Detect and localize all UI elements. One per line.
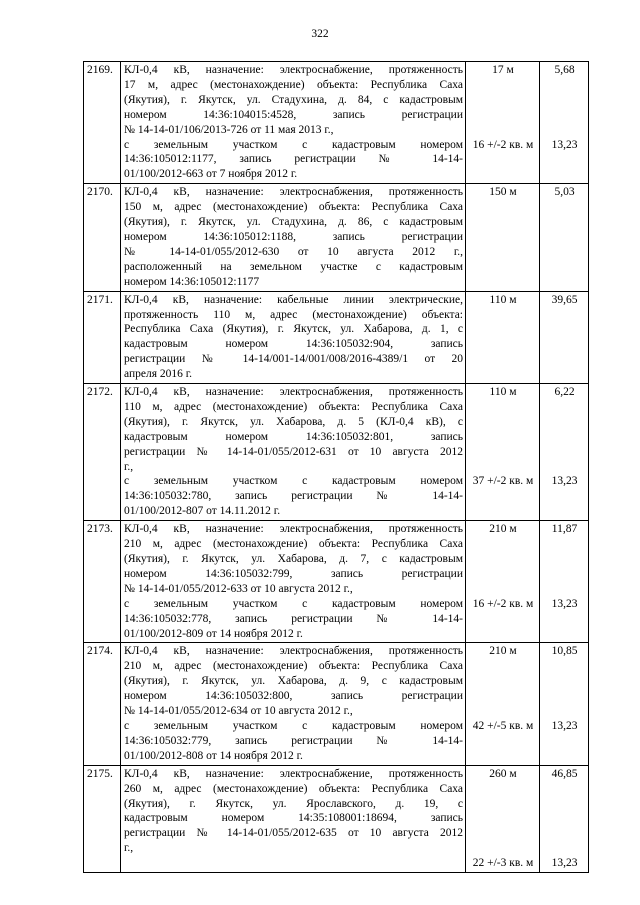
description-line: КЛ-0,4 кВ, назначение: электроснабжение, протяженность — [124, 767, 463, 780]
length-cell — [466, 291, 540, 383]
description-line: КЛ-0,4 кВ, назначение: электроснабжения, протяженность — [124, 386, 463, 399]
description-line: протяженность 110 м, адрес (местонахождение) объекта: — [124, 308, 463, 321]
description-line: г., — [124, 842, 134, 855]
land-value: 13,23 — [551, 597, 578, 610]
object-value: 5,68 — [554, 64, 575, 76]
row-number: 2169. — [84, 62, 121, 184]
table-row — [84, 291, 589, 383]
description-line: (Якутия), г. Якутск, ул. Хабарова, д. 5 (КЛ-0,4 кВ), с — [124, 415, 463, 428]
description-line: г., — [124, 460, 134, 473]
value-cell — [540, 643, 589, 765]
description-line: 150 м, адрес (местонахождение) объекта: Республика Саха — [124, 201, 463, 214]
land-area: 37 +/-2 кв. м — [472, 475, 534, 488]
value-cell — [540, 765, 589, 872]
property-registry-table — [83, 61, 589, 873]
description-line: (Якутия), г. Якутск, ул. Стадухина, д. 86, с кадастровым — [124, 216, 463, 229]
land-plot-line: 14:36:105032:779, запись регистрации № 14-14- — [124, 734, 463, 747]
description-line: № 14-14-01/055/2012-633 от 10 августа 2012 г., — [124, 582, 353, 595]
description-line: регистрации № 14-14-01/055/2012-635 от 10 августа 2012 — [124, 827, 463, 840]
table-row — [84, 765, 589, 872]
row-number: 2174. — [84, 643, 121, 765]
description-line: 260 м, адрес (местонахождение) объекта: Республика Саха — [124, 782, 463, 795]
description-line: регистрации № 14-14-01/055/2012-631 от 10 августа 2012 — [124, 445, 463, 458]
description-line: (Якутия), г. Якутск, ул. Хабарова, д. 7, с кадастровым — [124, 553, 463, 565]
page-number: 322 — [311, 28, 329, 40]
description-line: (Якутия), г. Якутск, ул. Хабарова, д. 9, с кадастровым — [124, 675, 463, 688]
description-line: (Якутия), г. Якутск, ул. Стадухина, д. 84, с кадастровым — [124, 93, 463, 106]
description-line: КЛ-0,4 кВ, назначение: электроснабжения, протяженность — [124, 645, 463, 658]
length-cell — [466, 765, 540, 872]
table-row — [84, 62, 589, 184]
row-number: 2175. — [84, 765, 121, 872]
description-line: КЛ-0,4 кВ, назначение: электроснабжение, протяженность — [124, 64, 463, 76]
length-cell — [466, 521, 540, 643]
description-line: № 14-14-01/055/2012-630 от 10 августа 2012 г., — [124, 245, 463, 258]
description-line: апреля 2016 г. — [124, 368, 193, 381]
object-length: 210 м — [489, 523, 517, 536]
description-line: КЛ-0,4 кВ, назначение: электроснабжения, протяженность — [124, 186, 463, 199]
row-number: 2171. — [84, 291, 121, 383]
land-plot-line: 01/100/2012-808 от 14 ноября 2012 г. — [124, 749, 303, 762]
value-cell — [540, 384, 589, 521]
description-line: 110 м, адрес (местонахождение) объекта: Республика Саха — [124, 400, 463, 413]
length-cell — [466, 384, 540, 521]
land-plot-line: 14:36:105032:780, запись регистрации № 14-14- — [124, 490, 463, 503]
table-row — [84, 184, 589, 291]
land-plot-line: с земельным участком с кадастровым номером — [124, 597, 463, 610]
object-value: 39,65 — [551, 293, 578, 306]
table-row — [84, 643, 589, 765]
description-line: регистрации № 14-14/001-14/001/008/2016-4389/1 от 20 — [124, 353, 463, 366]
value-cell — [540, 62, 589, 184]
description-line: 210 м, адрес (местонахождение) объекта: Республика Саха — [124, 538, 463, 551]
object-description — [121, 643, 466, 765]
description-line: Республика Саха (Якутия), г. Якутск, ул. Хабарова, д. 1, с — [124, 323, 463, 336]
description-line: КЛ-0,4 кВ, назначение: кабельные линии электрические, — [124, 293, 463, 306]
description-line: КЛ-0,4 кВ, назначение: электроснабжения, протяженность — [124, 523, 463, 536]
description-line: кадастровым номером 14:35:108001:18694, запись — [124, 812, 463, 825]
land-area: 16 +/-2 кв. м — [472, 138, 534, 151]
object-value: 6,22 — [554, 386, 575, 399]
description-line: № 14-14-01/106/2013-726 от 11 мая 2013 г., — [124, 123, 334, 136]
registry-body — [84, 62, 589, 873]
land-value: 13,23 — [551, 475, 578, 488]
land-plot-line: с земельным участком с кадастровым номером — [124, 719, 463, 732]
description-line: 17 м, адрес (местонахождение) объекта: Республика Саха — [124, 78, 463, 91]
land-area: 42 +/-5 кв. м — [472, 719, 534, 732]
table-row — [84, 521, 589, 643]
table-row — [84, 384, 589, 521]
object-length: 17 м — [492, 64, 514, 76]
value-cell — [540, 184, 589, 291]
object-description — [121, 765, 466, 872]
land-value: 13,23 — [551, 857, 578, 870]
object-description — [121, 291, 466, 383]
description-line: расположенный на земельном участке с кадастровым — [124, 260, 463, 273]
land-value: 13,23 — [551, 719, 578, 732]
description-line: номером 14:36:105032:800, запись регистрации — [124, 690, 463, 703]
land-plot-line: 01/100/2012-807 от 14.11.2012 г. — [124, 505, 281, 518]
land-area: 22 +/-3 кв. м — [472, 857, 534, 870]
description-line: номером 14:36:104015:4528, запись регистрации — [124, 108, 463, 121]
object-value: 46,85 — [551, 767, 578, 780]
object-description — [121, 184, 466, 291]
land-area: 16 +/-2 кв. м — [472, 597, 534, 610]
object-length: 260 м — [489, 767, 517, 780]
land-plot-line: 14:36:105032:778, запись регистрации № 14-14- — [124, 612, 463, 625]
object-description — [121, 521, 466, 643]
land-plot-line: 01/100/2012-809 от 14 ноября 2012 г. — [124, 627, 303, 640]
object-value: 11,87 — [551, 523, 578, 536]
object-length: 110 м — [489, 386, 517, 399]
description-line: номером 14:36:105012:1188, запись регистрации — [124, 230, 463, 243]
description-line: (Якутия), г. Якутск, ул. Ярославского, д. 19, с — [124, 797, 463, 810]
land-plot-line: 14:36:105012:1177, запись регистрации № 14-14- — [124, 153, 463, 166]
object-length: 210 м — [489, 645, 517, 658]
value-cell — [540, 521, 589, 643]
object-description — [121, 62, 466, 184]
object-length: 110 м — [489, 293, 517, 306]
description-line: номером 14:36:105012:1177 — [124, 275, 260, 288]
length-cell — [466, 184, 540, 291]
object-value: 10,85 — [551, 645, 578, 658]
land-plot-line: с земельным участком с кадастровым номером — [124, 475, 463, 488]
description-line: кадастровым номером 14:36:105032:801, запись — [124, 430, 463, 443]
land-plot-line: 01/100/2012-663 от 7 ноября 2012 г. — [124, 168, 298, 181]
description-line: № 14-14-01/055/2012-634 от 10 августа 2012 г., — [124, 705, 353, 718]
value-cell — [540, 291, 589, 383]
land-plot-line: с земельным участком с кадастровым номером — [124, 138, 463, 151]
description-line: кадастровым номером 14:36:105032:904, запись — [124, 338, 463, 351]
length-cell — [466, 62, 540, 184]
object-length: 150 м — [489, 186, 517, 199]
description-line: 210 м, адрес (местонахождение) объекта: Республика Саха — [124, 660, 463, 673]
length-cell — [466, 643, 540, 765]
description-line: номером 14:36:105032:799, запись регистрации — [124, 567, 463, 580]
row-number: 2172. — [84, 384, 121, 521]
row-number: 2173. — [84, 521, 121, 643]
row-number: 2170. — [84, 184, 121, 291]
object-value: 5,03 — [554, 186, 575, 199]
object-description — [121, 384, 466, 521]
land-value: 13,23 — [551, 138, 578, 151]
